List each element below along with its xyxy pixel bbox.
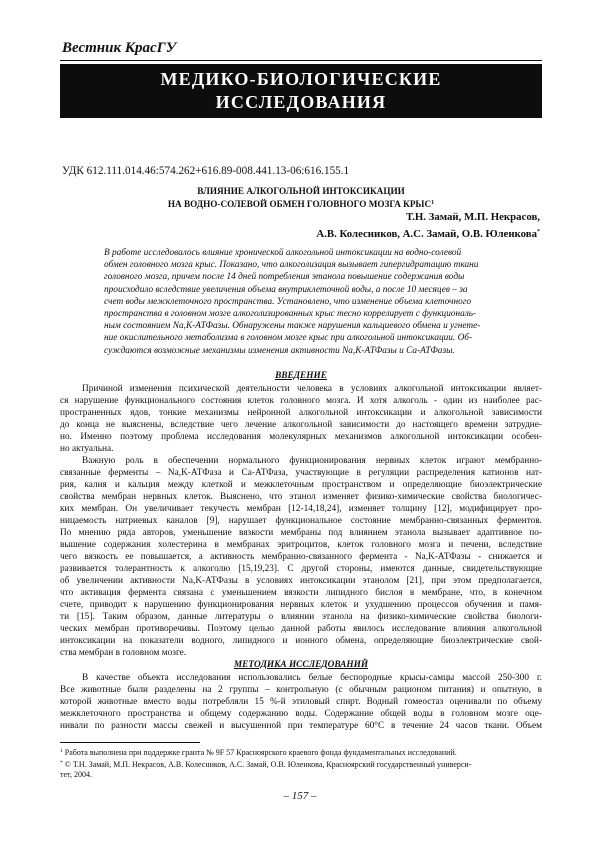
footnote-1-mark: 1 bbox=[60, 748, 63, 754]
section-title-line1: МЕДИКО-БИОЛОГИЧЕСКИЕ bbox=[160, 69, 442, 89]
section-banner bbox=[60, 64, 542, 118]
paragraph-line: до конца не выяснены, вследствие чего лечение алкогольной зависимости до настоящего времени затрудне- bbox=[60, 420, 542, 430]
paragraph-line: рия, калия и кальция между клеткой и межклеточным пространством и определяющие биоэлектрические bbox=[60, 480, 542, 490]
journal-title: Вестник КрасГУ bbox=[62, 40, 177, 56]
paragraph-line: интоксикации на показатели водного, липидного и ионного обмена, определяющие биоэлектрические свой- bbox=[60, 636, 542, 646]
footnote-1 bbox=[60, 746, 542, 758]
footnotes bbox=[60, 746, 542, 780]
abstract-line: обмен головного мозга крыс. Показано, что алкоголизация вызывает гипергидратацию ткани bbox=[104, 260, 479, 271]
paragraph-line: нивали по разности массы свежей и высушенной при температуре 60°С в течение 24 часов ткани. Объем bbox=[60, 721, 542, 731]
abstract-line: пространства в головном мозге алкоголизированных крыс тесно коррелирует с функциональ- bbox=[104, 309, 477, 320]
section-heading-introduction: ВВЕДЕНИЕ bbox=[275, 371, 327, 381]
article-title-line2: НА ВОДНО-СОЛЕВОЙ ОБМЕН ГОЛОВНОГО МОЗГА КРЫС bbox=[167, 198, 432, 209]
footnote-rule bbox=[60, 742, 200, 743]
paragraph-line: связанные ферменты – Na,K-АТФаза и Ca-АТФаза, участвующие в регуляции распределения катионов нат- bbox=[60, 468, 542, 478]
paragraph-line: пространенных ядов, тонкие механизмы нейронной алкогольной интоксикации и алкогольной зависимости bbox=[60, 408, 542, 418]
paragraph-line: что активация фермента связана с уменьшением вязкости липидного бислоя в мембране, что, в конечном bbox=[60, 588, 542, 598]
section-title-line2: ИССЛЕДОВАНИЯ bbox=[215, 92, 387, 112]
paragraph-line: счете, приводит к нарушению функционирования нервных клеток и ухудшению процессов обучения и памя- bbox=[60, 600, 542, 610]
paragraph-line: ся нарушение функционального состояния клеток головного мозга. И хотя алкоголь - один из наиболее рас- bbox=[60, 396, 542, 406]
abstract-line: ние окислительного метаболизма в головном мозге крыс при алкогольной интоксикации. Об- bbox=[104, 333, 473, 344]
paragraph-line: свойства мембран нервных клеток. Выяснено, что этанол изменяет физико-химические свойства биологичес- bbox=[60, 492, 542, 502]
methods-paragraph-1 bbox=[60, 672, 542, 732]
authors-line2: А.В. Колесников, А.С. Замай, О.В. Юленкова bbox=[316, 228, 537, 240]
footnote-2 bbox=[60, 758, 542, 770]
article-title-line2-wrap bbox=[60, 198, 542, 211]
authors-line2-wrap bbox=[316, 228, 540, 240]
paragraph-line: которой животные вместо воды потребляли 15 %-й этиловый спирт. Водный гомеостаз оценивали по объему bbox=[60, 697, 542, 707]
paragraph-line: но. Именно поэтому проблема исследования молекулярных механизмов алкогольной интоксикации особен- bbox=[60, 432, 542, 442]
abstract-line: ным состоянием Na,K-АТФазы. Обнаружены также нарушения кальциевого обмена и угнете- bbox=[104, 321, 481, 332]
abstract-line: В работе исследовалось влияние хронической алкогольной интоксикации на водно-солевой bbox=[104, 248, 462, 258]
footnote-2-mark: * bbox=[60, 760, 63, 766]
abstract bbox=[104, 247, 542, 357]
authors-line1: Т.Н. Замай, М.П. Некрасов, bbox=[406, 211, 540, 223]
abstract-line: головного мозга, причем после 14 дней потребления этанола повышение содержания воды bbox=[104, 272, 465, 283]
paragraph-line: чего вязкость ее повышается, а активность мембранно-связанного фермента - Na,K-АТФазы - снижается и bbox=[60, 552, 542, 562]
abstract-line: суждаются возможные механизмы изменения активности Na,K-АТФазы и Ca-АТФазы. bbox=[104, 345, 455, 356]
paragraph-line: межклеточного пространства и общему содержанию воды. Содержание общей воды в головном мозге оце- bbox=[60, 709, 542, 719]
abstract-line: происходило вследствие увеличения объема внутриклеточной воды, а после 10 месяцев – за bbox=[104, 284, 468, 295]
section-heading-methods: МЕТОДИКА ИССЛЕДОВАНИЙ bbox=[233, 660, 369, 670]
paragraph-line: об увеличении активности Na,K-АТФазы в условиях интоксикации этанолом [21], при этом предполагается, bbox=[60, 576, 542, 586]
authors-footnote-mark: * bbox=[537, 229, 540, 235]
paragraph-line: Причиной изменения психической деятельности человека в условиях алкогольной интоксикации являет- bbox=[82, 384, 542, 394]
paragraph-line: ческих мембран противоречивы. Поэтому целью данной работы явилось исследование влияния алкогольной bbox=[60, 624, 542, 634]
paragraph-line: развивается толерантность к алкоголю [15,19,23]. С другой стороны, имеются данные, свидетельствующие bbox=[60, 564, 542, 574]
paragraph-line: В качестве объекта исследования использовались белые беспородные крысы-самцы массой 250-300 г. bbox=[82, 673, 542, 683]
paragraph-line: ти [15]. Таким образом, данные литературы о влиянии этанола на физико-химические свойства биологи- bbox=[60, 612, 542, 622]
paragraph-line: но актуальна. bbox=[60, 444, 114, 454]
introduction-paragraph-2 bbox=[60, 455, 542, 659]
footnote-2-continuation: тет, 2004. bbox=[60, 770, 92, 779]
article-title-line1: ВЛИЯНИЕ АЛКОГОЛЬНОЙ ИНТОКСИКАЦИИ bbox=[197, 186, 405, 196]
paragraph-line: ницаемость натриевых каналов [9], нарушает функциональное состояние мембранно-связанных ферментов. bbox=[60, 516, 542, 526]
title-footnote-mark: 1 bbox=[431, 199, 435, 206]
article-title bbox=[60, 186, 542, 210]
paragraph-line: ких мембран. Он увеличивает текучесть мембран [12-14,18,24], изменяет толщину [12], модифицирует про- bbox=[60, 504, 542, 514]
udc-code: УДК 612.111.014.46:574.262+616.89-008.441.13-06:616.155.1 bbox=[62, 165, 350, 177]
footnote-1-text: Работа выполнена при поддержке гранта № 9F 57 Красноярского краевого фонда фундаментальных исследований. bbox=[64, 748, 457, 757]
paragraph-line: Все животные были разделены на 2 группы – контрольную (с обычным рационом питания) и опытную, в bbox=[60, 685, 542, 695]
paragraph-line: вышение содержания холестерина в мембранах эритроцитов, клеток головного мозга и печени, вследствие bbox=[60, 540, 542, 550]
footnote-2-text: © Т.Н. Замай, М.П. Некрасов, А.В. Колесников, А.С. Замай, О.В. Юленкова, Красноярский государственный универси- bbox=[64, 760, 472, 769]
paragraph-line: ства мембран в головном мозге. bbox=[60, 648, 187, 658]
introduction-paragraph-1 bbox=[60, 383, 542, 455]
paragraph-line: По мнению ряда авторов, уменьшение вязкости мембраны под влиянием этанола вызывает адаптивное по- bbox=[60, 528, 542, 538]
page-number: – 157 – bbox=[283, 790, 317, 802]
paragraph-line: Важную роль в обеспечении нормального функционирования нервных клеток играют мембранно- bbox=[82, 456, 542, 466]
header-rule bbox=[60, 60, 542, 61]
abstract-line: счет воды межклеточного пространства. Установлено, что изменение объема клеточного bbox=[104, 296, 471, 307]
